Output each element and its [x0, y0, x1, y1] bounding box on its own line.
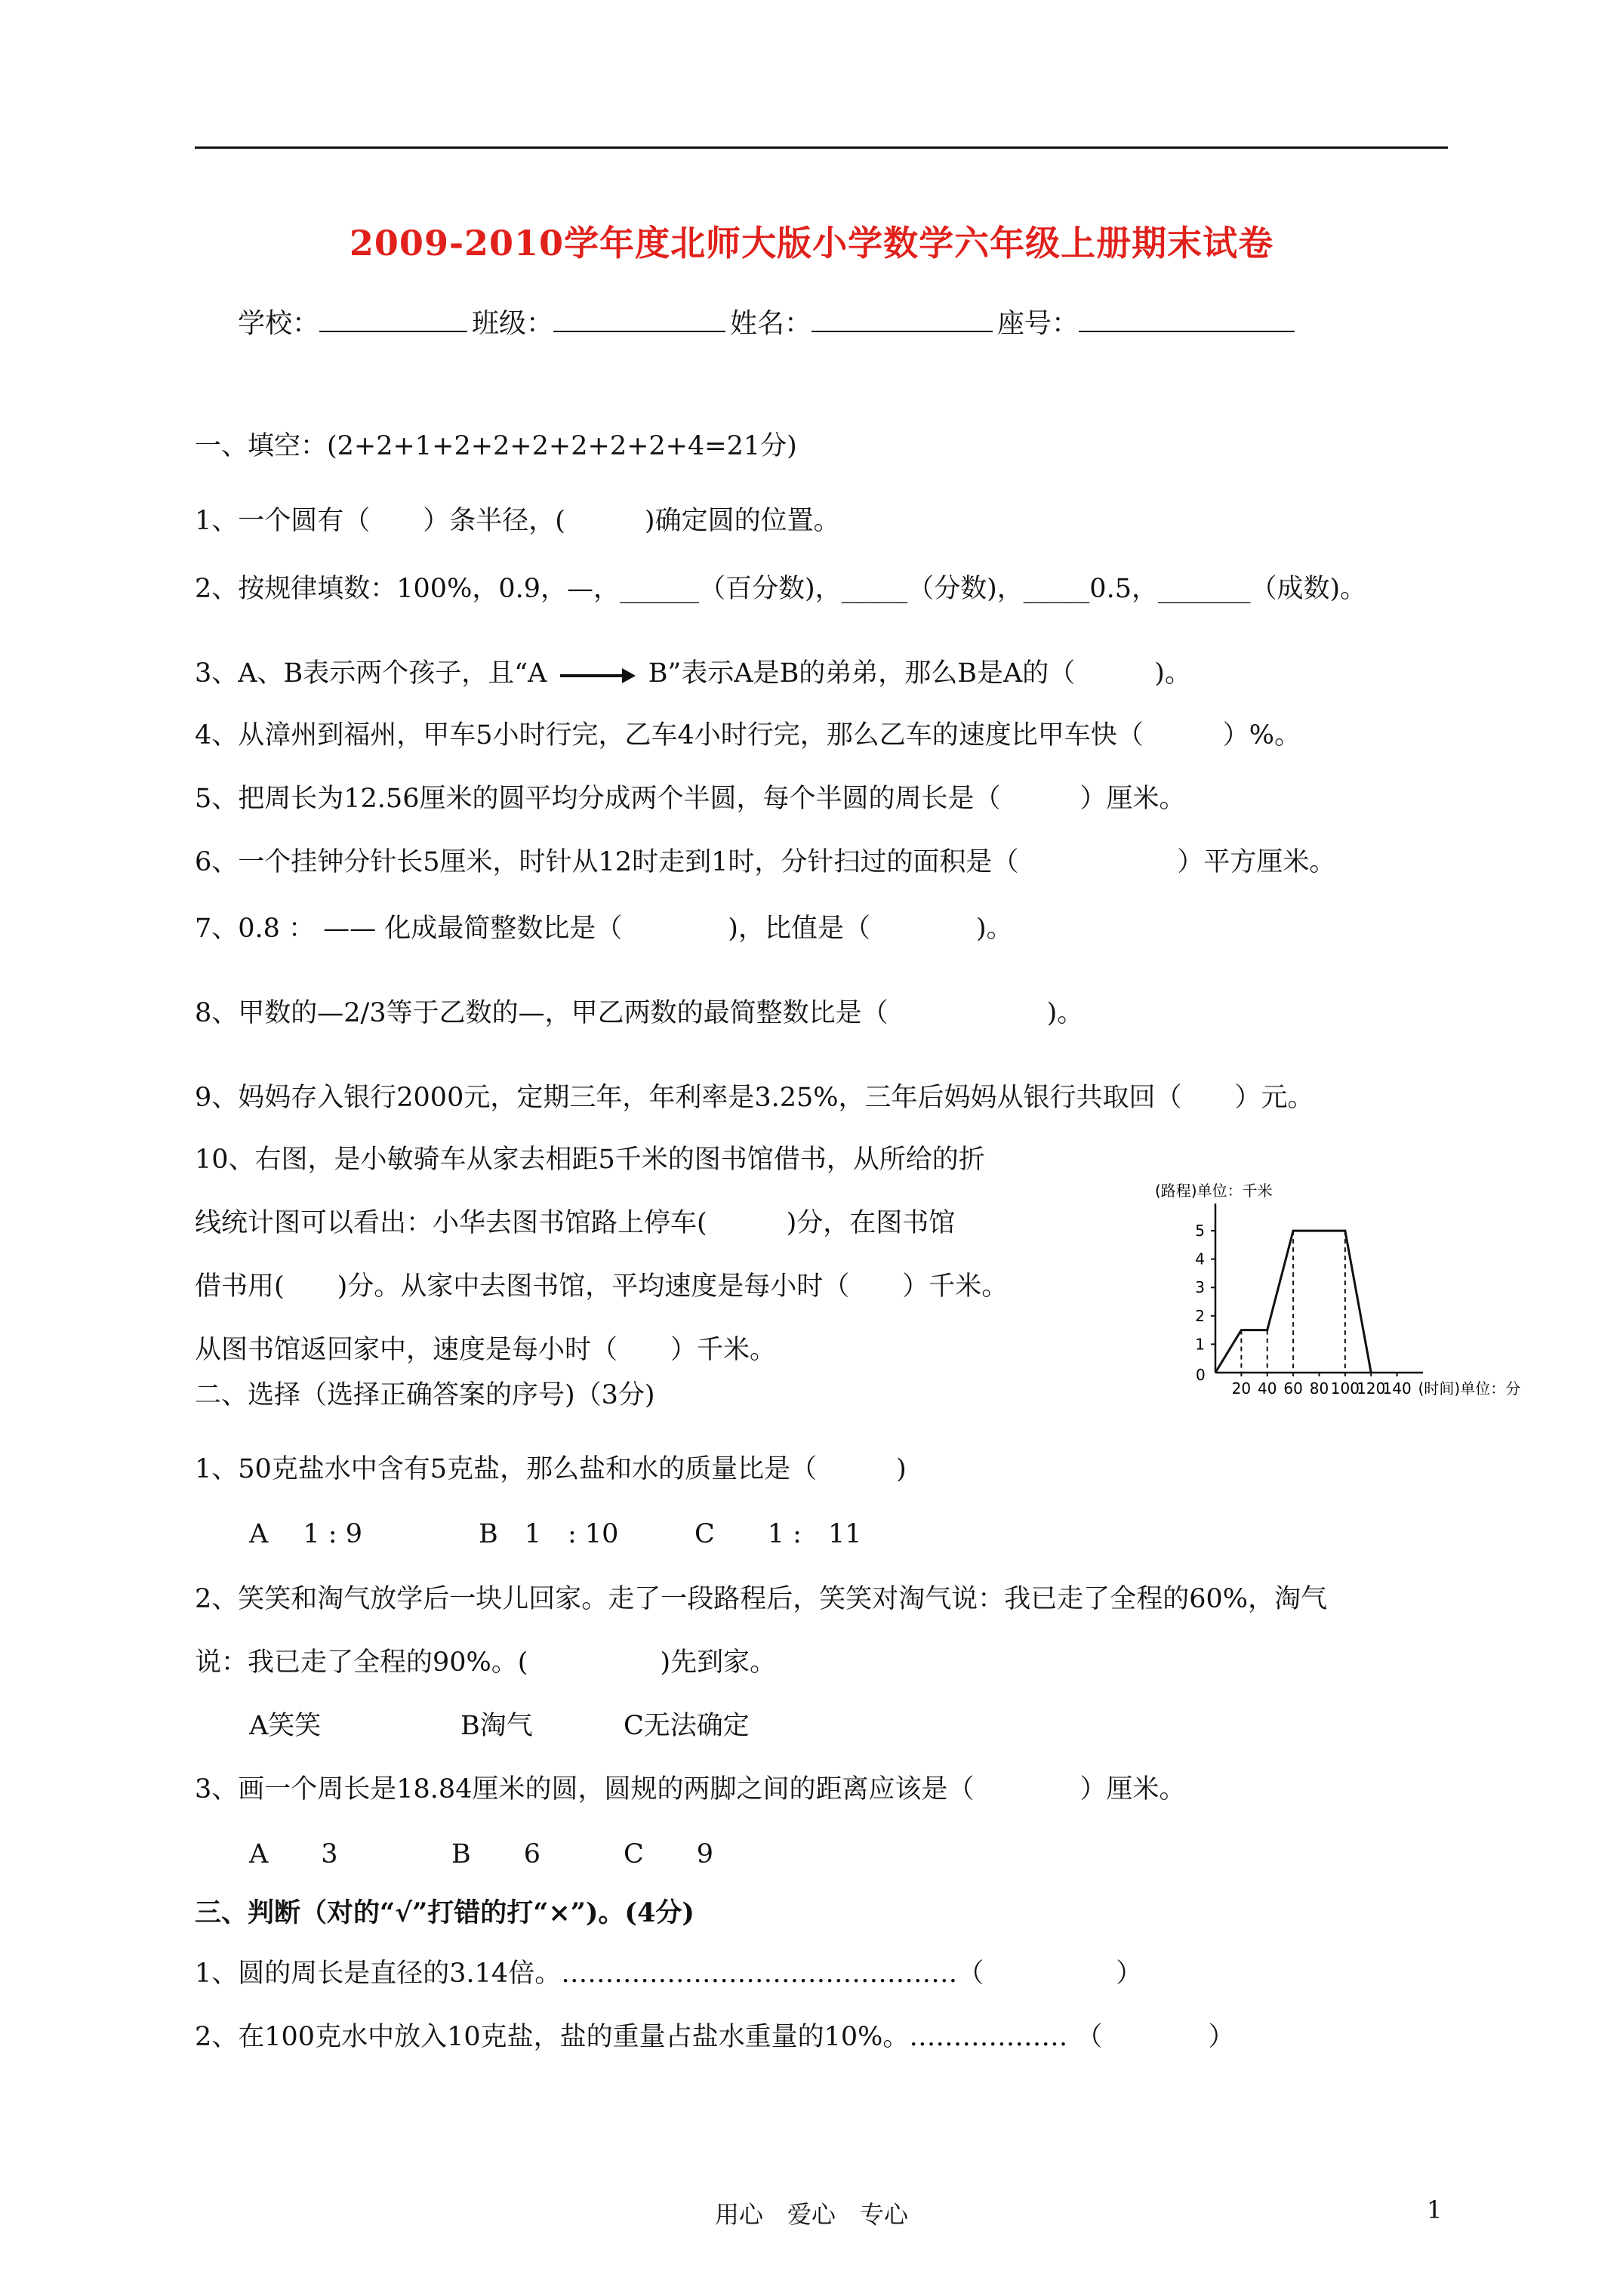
- fill-question-3-pre: 3、A、B表示两个孩子，且“A: [195, 658, 556, 689]
- chart-x-tick-label: 20: [1231, 1379, 1252, 1398]
- page-number: 1: [1427, 2196, 1443, 2224]
- name-field[interactable]: [812, 305, 993, 332]
- fill-question-4: 4、从漳州到福州，甲车5小时行完，乙车4小时行完，那么乙车的速度比甲车快（ ）%。: [195, 720, 1301, 750]
- chart-x-tick-label: 120: [1357, 1379, 1386, 1398]
- fill-question-3-post: B”表示A是B的弟弟，那么B是A的（ )。: [639, 658, 1191, 689]
- name-label: 姓名：: [730, 308, 812, 339]
- chart-x-tick-label: 100: [1330, 1379, 1360, 1398]
- chart-y-axis-label: (路程)单位：千米: [1155, 1182, 1273, 1200]
- chart-origin-label: 0: [1196, 1366, 1206, 1384]
- seat-label: 座号：: [997, 308, 1079, 339]
- fill-question-8: 8、甲数的—2/3等于乙数的—，甲乙两数的最简整数比是（ )。: [195, 998, 1084, 1028]
- chart-y-tick-label: 4: [1195, 1250, 1205, 1268]
- chart-y-tick-label: 3: [1195, 1278, 1205, 1297]
- section-judge-heading: 三、判断（对的“√”打错的打“×”)。(4分): [195, 1897, 694, 1928]
- fill-question-6: 6、一个挂钟分针长5厘米，时针从12时走到1时，分针扫过的面积是（ ）平方厘米。: [195, 847, 1336, 877]
- judge-question-1: 1、圆的周长是直径的3.14倍。………………………………………（ ）: [195, 1959, 1143, 1989]
- page-title: 2009-2010学年度北师大版小学数学六年级上册期末试卷: [349, 223, 1274, 264]
- chart-x-tick-label: 140: [1382, 1379, 1412, 1398]
- choice-question-1: 1、50克盐水中含有5克盐，那么盐和水的质量比是（ ): [195, 1454, 907, 1484]
- school-label: 学校：: [238, 308, 320, 339]
- class-label: 班级：: [472, 308, 554, 339]
- chart-y-tick-label: 1: [1195, 1335, 1205, 1354]
- distance-time-line-chart: [1155, 1178, 1578, 1404]
- choice-3-option-b: B 6: [451, 1839, 540, 1869]
- class-field[interactable]: [553, 305, 725, 332]
- choice-question-2-line-1: 2、笑笑和淘气放学后一块儿回家。走了一段路程后，笑笑对淘气说：我已走了全程的60%，淘气: [195, 1584, 1328, 1614]
- fill-question-10-line-2: 线统计图可以看出：小华去图书馆路上停车( )分，在图书馆: [195, 1208, 956, 1238]
- student-info-row: [238, 302, 1299, 341]
- page-footer: 用心 爱心 专心: [714, 2200, 908, 2229]
- choice-1-option-c: C 1 : 11: [694, 1519, 862, 1549]
- fill-question-2: 2、按规律填数：100%，0.9，—，______（百分数)，_____（分数)，_____0.5，_______（成数)。: [195, 574, 1367, 604]
- choice-1-option-a: A 1 : 9: [249, 1519, 362, 1549]
- judge-question-2: 2、在100克水中放入10克盐，盐的重量占盐水重量的10%。……………… （ ）: [195, 2022, 1235, 2052]
- chart-x-tick-label: 60: [1283, 1379, 1303, 1398]
- choice-2-option-c: C无法确定: [624, 1711, 750, 1741]
- choice-1-option-b: B 1 : 10: [479, 1519, 619, 1549]
- seat-field[interactable]: [1079, 305, 1295, 332]
- choice-2-option-a: A笑笑: [249, 1711, 322, 1741]
- section-choice-heading: 二、选择（选择正确答案的序号)（3分): [195, 1380, 655, 1410]
- choice-3-option-a: A 3: [249, 1839, 338, 1869]
- chart-y-tick-label: 5: [1195, 1222, 1205, 1240]
- fill-question-10-line-4: 从图书馆返回家中，速度是每小时（ ）千米。: [195, 1335, 777, 1365]
- right-arrow-icon: [560, 667, 636, 683]
- fill-question-7: 7、0.8 ： —— 化成最简整数比是（ )，比值是（ )。: [195, 914, 1013, 944]
- fill-question-10-line-3: 借书用( )分。从家中去图书馆，平均速度是每小时（ ）千米。: [195, 1271, 1009, 1302]
- fill-question-3: [195, 652, 1191, 690]
- fill-question-5: 5、把周长为12.56厘米的圆平均分成两个半圆，每个半圆的周长是（ ）厘米。: [195, 784, 1186, 814]
- header-rule: [195, 146, 1448, 149]
- school-field[interactable]: [319, 305, 467, 332]
- chart-y-tick-label: 2: [1195, 1306, 1205, 1325]
- chart-x-tick-label: 80: [1309, 1379, 1329, 1398]
- section-fill-heading: 一、填空：(2+2+1+2+2+2+2+2+2+4=21分): [195, 431, 797, 461]
- choice-question-2-line-2: 说：我已走了全程的90%。( )先到家。: [195, 1647, 777, 1678]
- chart-x-tick-label: 40: [1258, 1379, 1277, 1398]
- choice-2-option-b: B淘气: [460, 1711, 533, 1741]
- fill-question-9: 9、妈妈存入银行2000元，定期三年，年利率是3.25%，三年后妈妈从银行共取回（ ）元。: [195, 1083, 1314, 1113]
- fill-question-1: 1、一个圆有（ ）条半径，( )确定圆的位置。: [195, 506, 840, 536]
- choice-3-option-c: C 9: [624, 1839, 714, 1869]
- choice-question-3: 3、画一个周长是18.84厘米的圆，圆规的两脚之间的距离应该是（ ）厘米。: [195, 1774, 1186, 1804]
- chart-x-axis-label: (时间)单位：分: [1418, 1379, 1521, 1398]
- fill-question-10-line-1: 10、右图，是小敏骑车从家去相距5千米的图书馆借书，从所给的折: [195, 1145, 985, 1175]
